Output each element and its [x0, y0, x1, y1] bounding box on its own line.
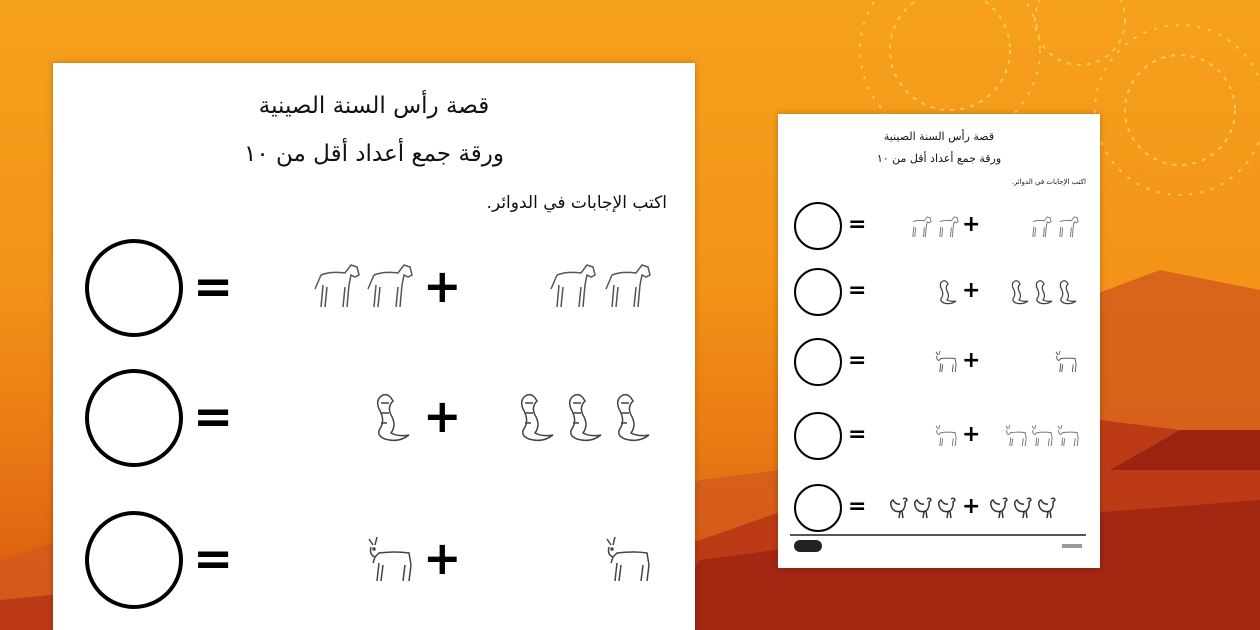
snake-icon	[936, 278, 958, 310]
plus-sign: +	[423, 389, 462, 443]
rooster-icon	[988, 496, 1010, 524]
plus-sign: +	[962, 348, 981, 373]
horse-icon	[908, 214, 934, 243]
equals-sign: =	[193, 389, 234, 445]
answer-circle[interactable]	[794, 484, 842, 532]
equals-sign: =	[848, 494, 867, 519]
plus-sign: +	[423, 531, 462, 585]
answer-circle[interactable]	[85, 239, 183, 337]
footer-code	[1062, 544, 1082, 548]
equals-sign: =	[848, 278, 867, 303]
worksheet-title: قصة رأس السنة الصينية	[883, 130, 995, 143]
worksheet-large	[53, 63, 695, 630]
goat-icon	[934, 424, 960, 452]
snake-icon	[513, 389, 557, 449]
plus-sign: +	[962, 422, 981, 447]
equals-sign: =	[848, 212, 867, 237]
goat-icon	[365, 535, 419, 589]
footer-divider	[790, 534, 1086, 536]
snake-icon	[561, 389, 605, 449]
horse-icon	[602, 259, 656, 315]
worksheet-title: قصة رأس السنة الصينية	[258, 93, 490, 119]
horse-icon	[364, 259, 418, 315]
goat-icon	[934, 350, 960, 378]
answer-circle[interactable]	[794, 268, 842, 316]
horse-icon	[547, 259, 601, 315]
rooster-icon	[1036, 496, 1058, 524]
answer-circle[interactable]	[794, 412, 842, 460]
goat-icon	[603, 535, 657, 589]
goat-icon	[1004, 424, 1030, 452]
publisher-logo-icon	[794, 540, 822, 552]
worksheet-preview	[778, 114, 1100, 568]
rooster-icon	[888, 496, 910, 524]
snake-icon	[609, 389, 653, 449]
snake-icon	[369, 389, 413, 449]
equals-sign: =	[848, 348, 867, 373]
goat-icon	[1054, 350, 1080, 378]
rooster-icon	[912, 496, 934, 524]
snake-icon	[1032, 278, 1054, 310]
rooster-icon	[1012, 496, 1034, 524]
goat-icon	[1056, 424, 1082, 452]
worksheet-instruction: اكتب الإجابات في الدوائر.	[486, 193, 667, 213]
horse-icon	[1055, 214, 1081, 243]
worksheet-instruction: اكتب الإجابات في الدوائر.	[1011, 178, 1086, 186]
plus-sign: +	[962, 212, 981, 237]
horse-icon	[311, 259, 365, 315]
horse-icon	[935, 214, 961, 243]
equals-sign: =	[193, 259, 234, 315]
answer-circle[interactable]	[85, 369, 183, 467]
answer-circle[interactable]	[85, 511, 183, 609]
rooster-icon	[936, 496, 958, 524]
snake-icon	[1056, 278, 1078, 310]
plus-sign: +	[962, 494, 981, 519]
equals-sign: =	[848, 422, 867, 447]
goat-icon	[1030, 424, 1056, 452]
answer-circle[interactable]	[794, 202, 842, 250]
worksheet-subtitle: ورقة جمع أعداد أقل من ١٠	[243, 141, 505, 167]
plus-sign: +	[962, 278, 981, 303]
plus-sign: +	[423, 259, 462, 313]
answer-circle[interactable]	[794, 338, 842, 386]
horse-icon	[1028, 214, 1054, 243]
snake-icon	[1008, 278, 1030, 310]
equals-sign: =	[193, 531, 234, 587]
worksheet-subtitle: ورقة جمع أعداد أقل من ١٠	[876, 152, 1002, 165]
